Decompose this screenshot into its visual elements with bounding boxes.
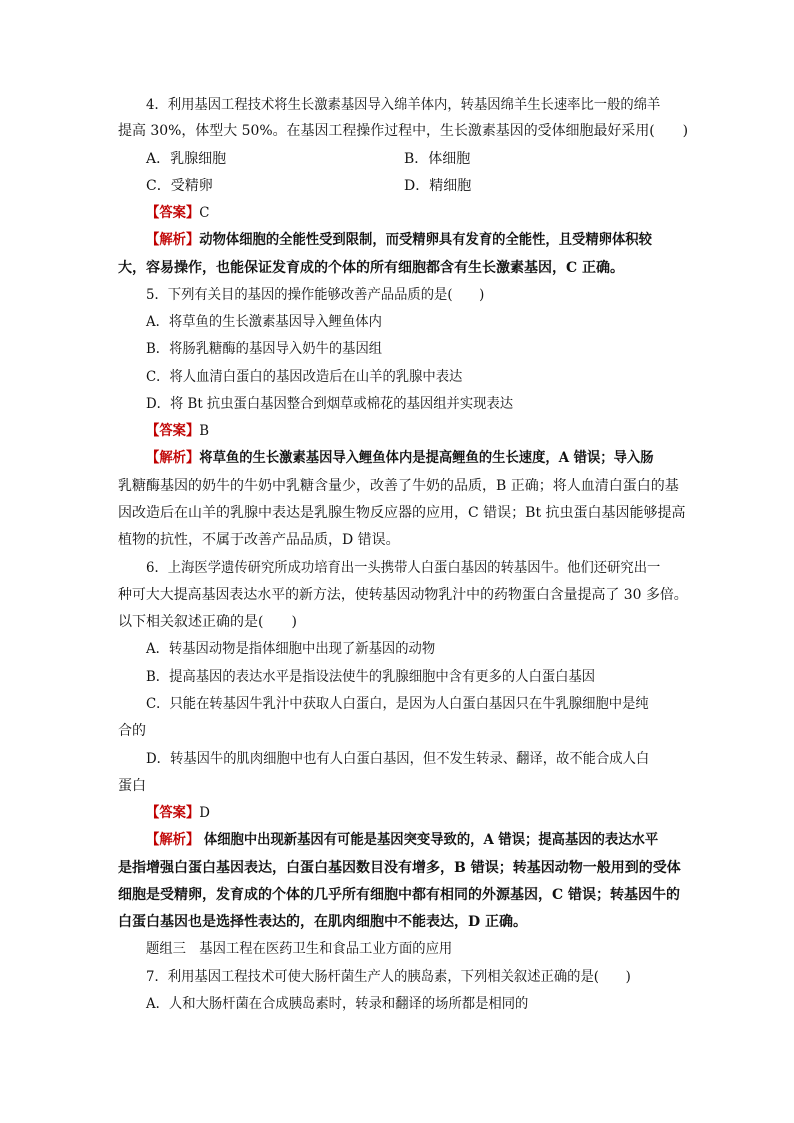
q5-analysis-line1 bbox=[146, 448, 688, 468]
q6-option-c-line2: 合的 bbox=[118, 723, 146, 739]
q6-option-d-line1: D．转基因牛的肌肉细胞中也有人白蛋白基因，但不发生转录、翻译，故不能合成人白 bbox=[146, 751, 650, 767]
q7-option-a: A．人和大肠杆菌在合成胰岛素时，转录和翻译的场所都是相同的 bbox=[146, 996, 529, 1012]
q4-stem-line2: 提高 30%，体型大 50%。在基因工程操作过程中，生长激素基因的受体细胞最好采用( ) bbox=[118, 123, 689, 139]
q6-analysis-line2: 是指增强白蛋白基因表达，白蛋白基因数目没有增多，B 错误；转基因动物一般用到的受体 bbox=[118, 860, 681, 876]
q6-option-b: B．提高基因的表达水平是指设法使牛的乳腺细胞中含有更多的人白蛋白基因 bbox=[146, 669, 596, 685]
q4-stem-line1: 4．利用基因工程技术将生长激素基因导入绵羊体内，转基因绵羊生长速率比一般的绵羊 bbox=[146, 97, 661, 113]
q6-option-d-line2: 蛋白 bbox=[118, 778, 146, 794]
analysis-label: 【解析】 bbox=[146, 450, 200, 466]
q6-analysis-line3: 细胞是受精卵，发育成的个体的几乎所有细胞中都有相同的外源基因，C 错误；转基因牛的 bbox=[118, 887, 681, 903]
q7-stem: 7．利用基因工程技术可使大肠杆菌生产人的胰岛素，下列相关叙述正确的是( ) bbox=[146, 969, 631, 985]
q4-option-a: A．乳腺细胞 bbox=[146, 151, 227, 167]
answer-label: 【答案】 bbox=[146, 205, 200, 221]
q4-analysis-line2: 大，容易操作，也能保证发育成的个体的所有细胞都含有生长激素基因，C 正确。 bbox=[118, 260, 625, 276]
answer-value: C bbox=[199, 205, 210, 221]
q5-answer bbox=[146, 421, 688, 441]
q5-analysis-line2: 乳糖酶基因的奶牛的牛奶中乳糖含量少，改善了牛奶的品质，B 正确；将人血清白蛋白的基 bbox=[118, 478, 679, 494]
q4-analysis-line1 bbox=[146, 230, 688, 250]
q6-option-a: A．转基因动物是指体细胞中出现了新基因的动物 bbox=[146, 641, 436, 657]
analysis-label: 【解析】 bbox=[146, 232, 200, 248]
q6-analysis-line4: 白蛋白基因也是选择性表达的，在肌肉细胞中不能表达，D 正确。 bbox=[118, 914, 528, 930]
q5-option-b: B．将肠乳糖酶的基因导入奶牛的基因组 bbox=[146, 341, 383, 357]
analysis-text: 动物体细胞的全能性受到限制，而受精卵具有发育的全能性，且受精卵体积较 bbox=[199, 232, 652, 248]
q6-stem-line1: 6．上海医学遗传研究所成功培育出一头携带人白蛋白基因的转基因牛。他们还研究出一 bbox=[146, 560, 661, 576]
analysis-text: 体细胞中出现新基因有可能是基因突变导致的，A 错误；提高基因的表达水平 bbox=[199, 832, 659, 848]
q6-option-c-line1: C．只能在转基因牛乳汁中获取人白蛋白，是因为人白蛋白基因只在牛乳腺细胞中是纯 bbox=[146, 696, 649, 712]
answer-value: D bbox=[199, 805, 210, 821]
answer-label: 【答案】 bbox=[146, 423, 200, 439]
q4-option-d: D．精细胞 bbox=[404, 178, 472, 194]
q5-option-d: D．将 Bt 抗虫蛋白基因整合到烟草或棉花的基因组并实现表达 bbox=[146, 396, 514, 412]
q5-analysis-line3: 因改造后在山羊的乳腺中表达是乳腺生物反应器的应用，C 错误；Bt 抗虫蛋白基因能够提高 bbox=[118, 505, 686, 521]
q6-stem-line2: 种可大大提高基因表达水平的新方法，使转基因动物乳汁中的药物蛋白含量提高了 30 多倍。 bbox=[118, 587, 688, 603]
q6-analysis-line1 bbox=[146, 830, 688, 850]
group3-heading: 题组三 基因工程在医药卫生和食品工业方面的应用 bbox=[146, 941, 453, 957]
q4-option-c: C．受精卵 bbox=[146, 178, 213, 194]
q6-answer bbox=[146, 803, 688, 823]
q4-answer bbox=[146, 203, 688, 223]
q5-stem: 5．下列有关目的基因的操作能够改善产品品质的是( ) bbox=[146, 287, 485, 303]
analysis-text: 将草鱼的生长激素基因导入鲤鱼体内是提高鲤鱼的生长速度，A 错误；导入肠 bbox=[199, 450, 654, 466]
q6-stem-line3: 以下相关叙述正确的是( ) bbox=[118, 614, 297, 630]
answer-label: 【答案】 bbox=[146, 805, 200, 821]
q5-option-a: A．将草鱼的生长激素基因导入鲤鱼体内 bbox=[146, 314, 382, 330]
q5-option-c: C．将人血清白蛋白的基因改造后在山羊的乳腺中表达 bbox=[146, 369, 463, 385]
answer-value: B bbox=[199, 423, 210, 439]
analysis-label: 【解析】 bbox=[146, 832, 200, 848]
q4-option-b: B．体细胞 bbox=[404, 151, 471, 167]
q5-analysis-line4: 植物的抗性，不属于改善产品品质，D 错误。 bbox=[118, 532, 400, 548]
